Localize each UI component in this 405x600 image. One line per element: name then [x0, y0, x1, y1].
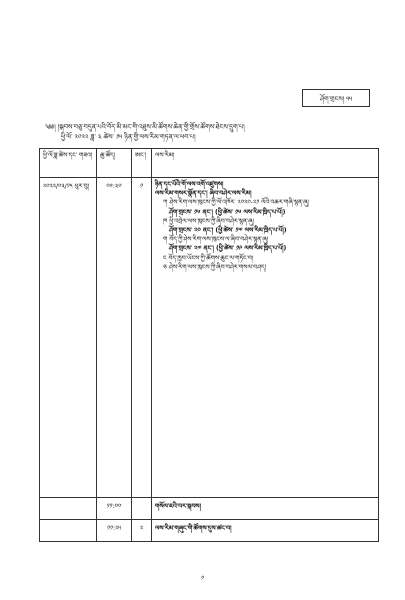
table-row	[40, 520, 379, 542]
list-item: ཤོག་གྲངས་ ༢༠ ནང་། (ཕྱི་ཚེས་ ༡༧ ལས་རིམ་ཁྲིད་པ་པོ།)	[169, 227, 287, 235]
footer-page-number: ༡	[201, 575, 204, 582]
header-line-1: ༄༅། །སྐབས་བཅུ་བདུན་པའི་བོད་མི་མང་གི་འཐུས་མི་ཚོགས་ཆེན་གྱི་གྲོས་ཚོགས་ཐེངས་དྲུག་པ།	[45, 123, 245, 131]
list-item: ང བོད་ཁྱབ་ཡོངས་ཀྱི་ཚོགས་ཆུང་ལ་གཏོང་བ།	[163, 254, 254, 262]
list-item: ཤོག་གྲངས་ ༡༦ ནང་། (ཕྱི་ཚེས་ ༡༦ ལས་རིམ་ཁྲིད་པ་པོ།)	[169, 208, 286, 216]
row-num: ༢	[132, 520, 152, 542]
page-number-box: ཤོག་གྲངས། ༥༥	[302, 89, 370, 107]
row-date	[40, 498, 97, 520]
header-num: ཨང་།	[132, 149, 152, 178]
table-row	[40, 178, 379, 498]
row-date	[40, 520, 97, 542]
item-subtitle: ལས་རིམ་གསར་སྣོན་དང་། ཞིབ་བཤེར་ལས་རིམ།	[155, 190, 252, 198]
row-num: ༡	[132, 178, 152, 498]
row-time: ༡༡:༠༠	[97, 498, 132, 520]
list-item: ཅ ཤེས་རིག་ལས་ཁུངས་ཀྱི་ཞིབ་བཤེར་གསལ་བཤད།	[163, 263, 266, 271]
header-line-2: ཕྱི་ལོ་ ༢༠༢༢ ཟླ་ ༣ ཚེས་ ༡༥ ཉིན་གྱི་ལས་རིམ་གཏན་ལ་ཕབ་པ།	[61, 133, 196, 141]
row-time: ༠༩:༣༠	[97, 178, 132, 498]
list-item: ཁ ཕྱི་འབྲེལ་ལས་ཁུངས་ཀྱི་ཞིབ་བཤེར་སྙན་ཞུ།	[163, 217, 254, 225]
table-header-row	[40, 149, 379, 178]
list-item: ཤོག་གྲངས་ ༢༧ ནང་། (ཕྱི་ཚེས་ ༡༩ ལས་རིམ་ཁྲིད་པ་པོ།)	[169, 245, 287, 253]
list-item: ཀ ཤེས་རིག་ལས་ཁུངས་ཀྱི་ལོ་འཁོར་ ༢༠༢༠-༢༡ ལོའི་འཆར་གཞི་སྙན་ཞུ།	[163, 199, 309, 207]
row-date: ༢༠༢༢/༠༣/༡༥ ཕུར་བུ།	[40, 178, 97, 498]
row-item	[152, 178, 379, 498]
row-time: ༡༡:༢༥	[97, 520, 132, 542]
agenda-table	[39, 148, 379, 542]
table-row	[40, 498, 379, 520]
header-time: ཆུ་ཚོད།	[97, 149, 132, 178]
header-date: ཕྱི་ལོ་ཟླ་ཚེས་དང་ གཟའ།	[40, 149, 97, 178]
document-header	[45, 122, 375, 142]
row-num	[132, 498, 152, 520]
header-item: ལས་རིམ།	[152, 149, 379, 178]
row-item: གསོལ་ཇའི་བར་སྐབས།	[152, 498, 379, 520]
row-item: ལས་རིམ་གཞུང་གི་ཚོགས་དུས་ཚང་བ།	[152, 520, 379, 542]
list-item: ག བོད་ཀྱི་ཤེས་རིག་ལས་ཁུངས་ལ་ཞིབ་བཤེར་སྙན་ཞུ།	[163, 236, 269, 244]
item-title: ཉིན་དང་པོའི་གོ་ལས་འགོ་འཛུགས།	[155, 181, 224, 188]
